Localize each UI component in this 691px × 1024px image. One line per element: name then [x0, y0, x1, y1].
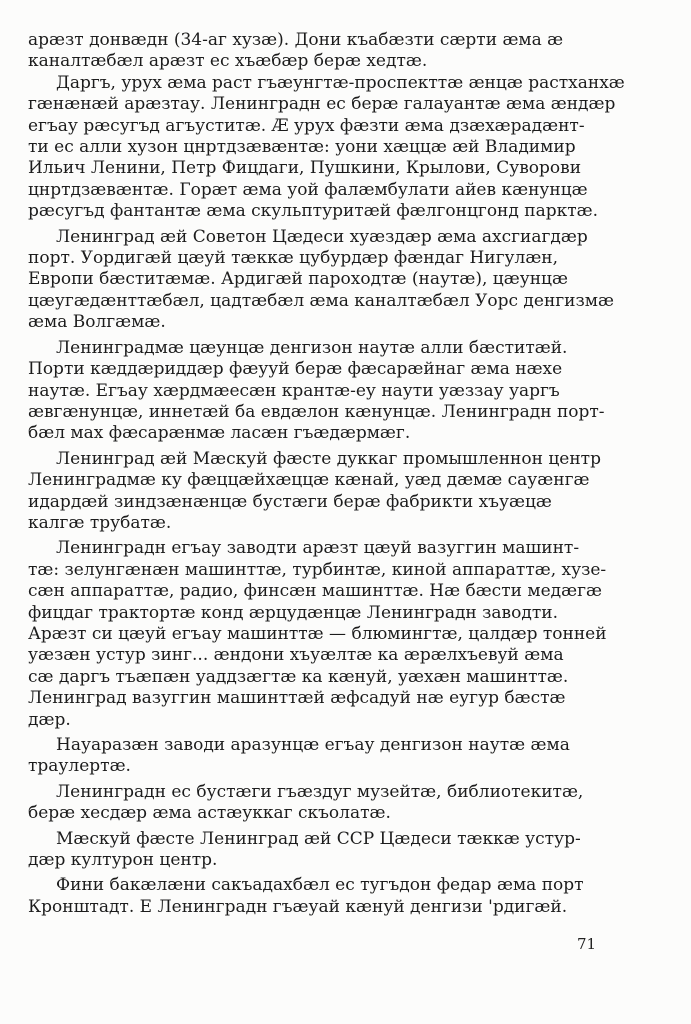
paragraph-5: Ленинград æй Мæскуй фæсте дуккаг промышленнон центр Ленинградмæ ку фæццæйхæццæ кæнай, уæд дæмæ сауæнгæ идардæй зиндзæнæнцæ бустæги берæ фабрикти хъуæцæ калгæ трубатæ.: [28, 448, 601, 533]
paragraph-8: Ленинградн ес бустæги гъæздуг музейтæ, библиотекитæ, берæ хесдæр æма астæуккаг скъолатæ.: [28, 781, 584, 824]
paragraph-1: арæзт донвæдн (34-аг хузæ). Дони къабæзти сæрти æма æ каналтæбæл арæзт ес хъæбæр берæ хедтæ.: [28, 30, 564, 72]
paragraph-6: Ленинградн егъау заводти арæзт цæуй вазуггин машинт- тæ: зелунгæнæн машинттæ, турбинтæ, киной аппараттæ, хузе- сæн аппараттæ, радио, финсæн машинттæ. Нæ бæсти медæгæ фицдаг трактортæ конд æрцудæнцæ Ленинградн заводти. Арæзт си цæуй егъау машинттæ — блюмингтæ, цалдæр тонней уæзæн устур зинг... æндони хъуæлтæ ка æрæлхъевуй æма сæ даргъ тъæпæн уаддзæгтæ ка кæнуй, уæхæн машинттæ. Ленинград вазуггин машинттæй æфсадуй нæ еугур бæстæ дæр.: [28, 538, 607, 730]
paragraph-4: Ленинградмæ цæунцæ денгизон наутæ алли бæститæй. Порти кæддæриддæр фæууй берæ фæсарæйнаг æма нæхе наутæ. Егъау хæрдмæесæн крантæ-еу наути уæззау уаргъ æвгæнунцæ, иннетæй ба евдæлон кæнунцæ. Ленинградн порт- бæл мах фæсарæнмæ ласæн гъæдæрмæг.: [28, 337, 605, 444]
paragraph-7: Науаразæн заводи аразунцæ егъау денгизон наутæ æма траулертæ.: [28, 735, 570, 777]
body-text: [28, 30, 654, 918]
paragraph-2: Даргъ, урух æма раст гъæунгтæ-проспекттæ æнцæ растханхæ гæнæнæй арæзтау. Ленинградн ес берæ галауантæ æма æндæр егъау рæсугъд агъуститæ. Æ урух фæзти æма дзæхæрадæнт- ти ес алли хузон цнртдзæвæнтæ: уони хæццæ æй Владимир Ильич Ленини, Петр Фицдаги, Пушкини, Крылови, Суворови цнртдзæвæнтæ. Горæт æма уой фалæмбулати айев кæнунцæ рæсугъд фантантæ æма скульптуритæй фæлгонцгонд парктæ.: [28, 72, 625, 222]
paragraph-9: Мæскуй фæсте Ленинград æй ССР Цæдеси тæккæ устур- дæр културон центр.: [28, 828, 581, 871]
paragraph-10: Фини бакæлæни сакъадахбæл ес тугъдон федар æма порт Кронштадт. Е Ленинградн гъæуай кæнуй денгизи 'рдигæй.: [28, 875, 584, 917]
paragraph-3: Ленинград æй Советон Цæдеси хуæздæр æма ахсгиагдæр порт. Уордигæй цæуй тæккæ цубурдæр фæндаг Нигулæн, Европи бæститæмæ. Ардигæй пароходтæ (наутæ), цæунцæ цæугæдæнттæбæл, цадтæбæл æма каналтæбæл Уорс денгизмæ æма Волгæмæ.: [28, 226, 614, 333]
page-number: 71: [577, 935, 597, 953]
